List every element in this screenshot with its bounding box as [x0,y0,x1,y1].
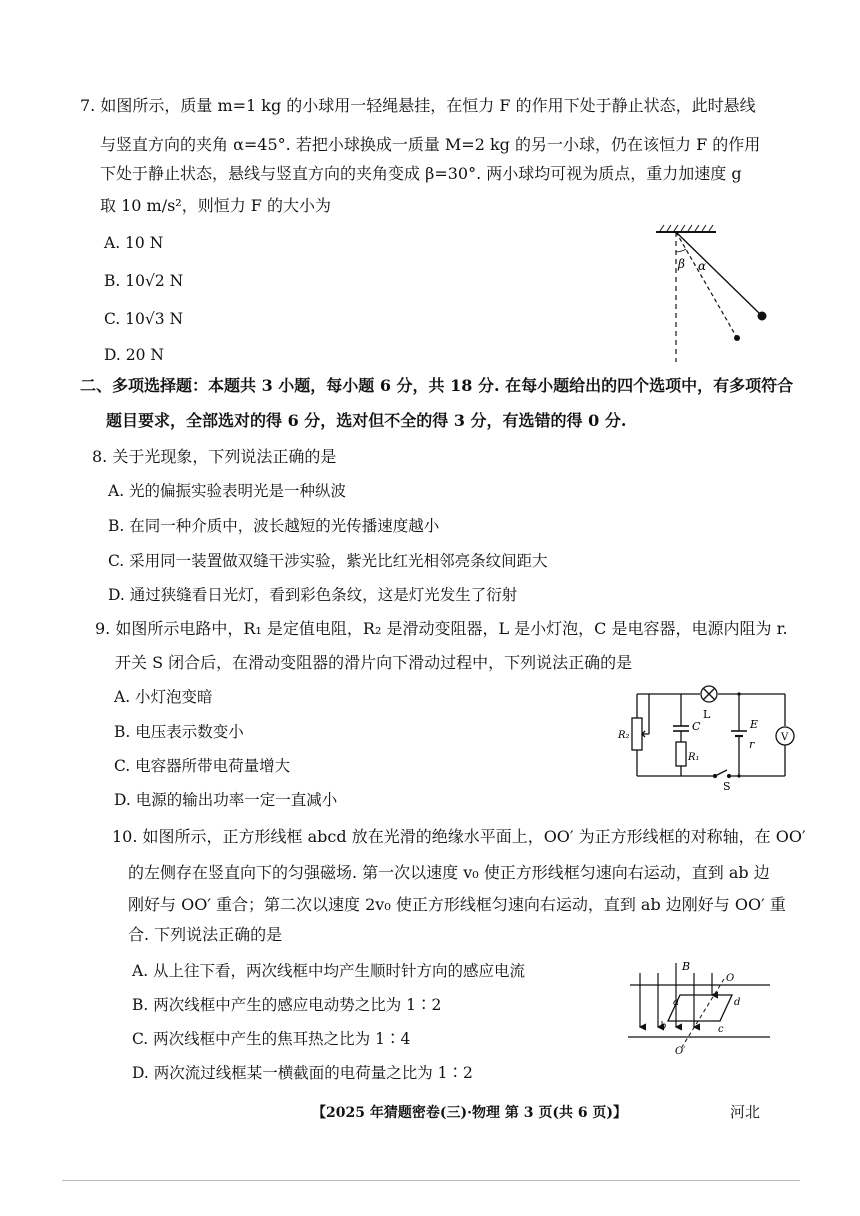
q10-line-4: 合. 下列说法正确的是 [128,925,283,944]
circuit-label-s: S [723,780,731,793]
q10-line-1: 10. 如图所示，正方形线框 abcd 放在光滑的绝缘水平面上，OO′ 为正方形线框的对称轴，在 OO′ [112,827,806,846]
q9-option-a: A. 小灯泡变暗 [114,688,213,706]
q7-option-d: D. 20 N [104,346,164,364]
q9-option-b: B. 电压表示数变小 [114,723,244,741]
coil-label-d: d [734,997,741,1008]
q8-option-c: C. 采用同一装置做双缝干涉实验，紫光比红光相邻亮条纹间距大 [108,552,548,570]
ball-M [734,335,740,341]
axis-label-o: O [726,973,735,984]
q7-line-3: 下处于静止状态，悬线与竖直方向的夹角变成 β=30°. 两小球均可视为质点，重力加速度 g [100,164,742,183]
axis-label-o-prime: O′ [675,1046,686,1055]
circuit-label-r: r [749,738,755,751]
bottom-divider [62,1180,800,1181]
q10-option-d: D. 两次流过线框某一横截面的电荷量之比为 1∶2 [132,1064,473,1082]
q10-option-c: C. 两次线框中产生的焦耳热之比为 1∶4 [132,1030,411,1048]
q7-line-4: 取 10 m/s²，则恒力 F 的大小为 [100,196,331,215]
page-footer: 【2025 年猜题密卷(三)·物理 第 3 页(共 6 页)】 [312,1105,628,1121]
circuit-label-r1: R₁ [688,752,700,763]
field-label-b: B [682,960,691,973]
pendulum-figure [640,222,780,367]
coil-label-a: a [673,997,679,1008]
coil-label-c: c [718,1024,724,1035]
q8-stem: 8. 关于光现象，下列说法正确的是 [92,447,337,466]
section2-heading-line-2: 题目要求，全部选对的得 6 分，选对但不全的得 3 分，有选错的得 0 分. [106,411,627,430]
coil-label-b: b [660,1021,667,1032]
q7-option-b: B. 10√2 N [104,272,184,290]
alpha-label: α [698,259,707,273]
resistor-r1 [676,742,686,766]
q7-option-a: A. 10 N [104,234,164,252]
region-label: 河北 [730,1103,761,1121]
q8-option-a: A. 光的偏振实验表明光是一种纵波 [108,482,347,500]
circuit-label-v: V [781,732,789,743]
q7-line-1: 7. 如图所示，质量 m=1 kg 的小球用一轻绳悬挂，在恒力 F 的作用下处于静止状态，此时悬线 [80,96,756,115]
q10-line-3: 刚好与 OO′ 重合；第二次以速度 2v₀ 使正方形线框匀速向右运动，直到 ab 边刚好与 OO′ 重 [128,895,786,914]
string-alpha [676,232,760,314]
q10-line-2: 的左侧存在竖直向下的匀强磁场. 第一次以速度 v₀ 使正方形线框匀速向右运动，直到 ab 边 [128,863,770,882]
q9-option-c: C. 电容器所带电荷量增大 [114,757,291,775]
q8-option-b: B. 在同一种介质中，波长越短的光传播速度越小 [108,517,440,535]
q8-option-d: D. 通过狭缝看日光灯，看到彩色条纹，这是灯光发生了衍射 [108,586,518,604]
q9-option-d: D. 电源的输出功率一定一直减小 [114,791,338,809]
ball-m [758,312,767,321]
circuit-label-r2: R₂ [618,730,630,741]
q7-option-c: C. 10√3 N [104,310,184,328]
circuit-label-l: L [703,708,711,721]
circuit-figure [615,684,805,796]
q9-line-2: 开关 S 闭合后，在滑动变阻器的滑片向下滑动过程中，下列说法正确的是 [115,653,633,672]
circuit-label-e: E [750,718,759,731]
circuit-label-c: C [692,720,701,733]
beta-label: β [678,257,685,271]
q10-option-b: B. 两次线框中产生的感应电动势之比为 1∶2 [132,996,442,1014]
q9-line-1: 9. 如图所示电路中，R₁ 是定值电阻，R₂ 是滑动变阻器，L 是小灯泡，C 是电容器，电源内阻为 r. [95,619,788,638]
section2-heading-line-1: 二、多项选择题：本题共 3 小题，每小题 6 分，共 18 分. 在每小题给出的四个选项中，有多项符合 [80,376,794,395]
q10-option-a: A. 从上往下看，两次线框中均产生顺时针方向的感应电流 [132,962,526,980]
resistor-r2 [632,718,642,750]
string-beta [676,232,736,336]
magnetic-field-figure [620,955,780,1055]
q7-line-2: 与竖直方向的夹角 α=45°. 若把小球换成一质量 M=2 kg 的另一小球，仍在该恒力 F 的作用 [100,135,761,154]
